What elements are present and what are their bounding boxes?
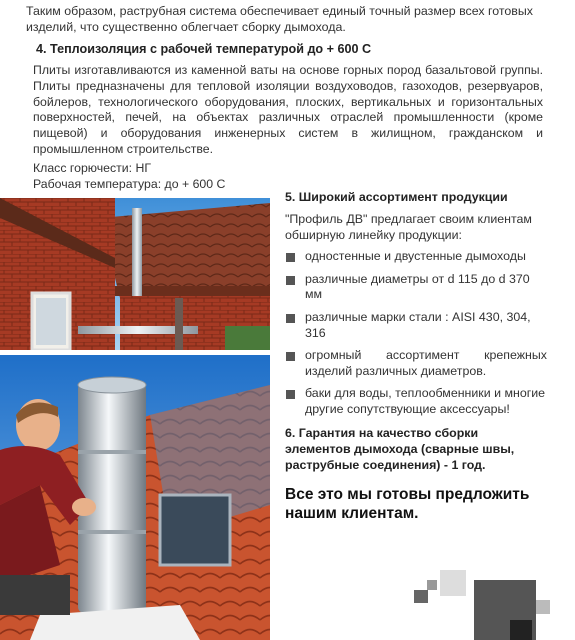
list-item: огромный ассортимент крепежных изделий различных диаметров. — [285, 348, 547, 379]
intro-text: Таким образом, раструбная система обеспечивает единый точный размер всех готовых изделий, что существенно облегчает сборку дымохода. — [26, 4, 533, 34]
list-item: одностенные и двустенные дымоходы — [285, 249, 547, 265]
bullet-square-icon — [286, 314, 295, 323]
worker-roof-photo — [0, 355, 270, 640]
worker-roof-illustration — [0, 355, 270, 640]
section-5-intro: "Профиль ДВ" предлагает своим клиентам обширную линейку продукции: — [285, 212, 532, 242]
section-5-column — [285, 190, 547, 523]
bullet-square-icon — [286, 352, 295, 361]
list-item: различные диаметры от d 115 до d 370 мм — [285, 272, 547, 303]
decorative-square — [536, 600, 550, 614]
flammability-class: Класс горючести: НГ — [33, 161, 152, 175]
decorative-square — [427, 580, 437, 590]
section-4-specs — [33, 161, 225, 192]
list-item: различные марки стали : AISI 430, 304, 316 — [285, 310, 547, 341]
chimney-house-illustration — [0, 198, 270, 350]
working-temperature: Рабочая температура: до + 600 С — [33, 176, 226, 191]
section-4-paragraph: Плиты изготавливаются из каменной ваты на основе горных пород базальтовой группы. Плиты предназначены для тепловой изоляции воздуховодов, газоходов, резервуаров, бойлеров, технологического оборудования, плоских, вертикальных и горизонтальных поверхностей, печей, на объектах различных отраслей промышленности (кроме пищевой) и оборудования инженерных систем в жилищном, гражданском и промышленном строительстве. — [33, 63, 543, 156]
section-4-title: 4. Теплоизоляция с рабочей температурой до + 600 С — [36, 42, 372, 56]
bullet-square-icon — [286, 253, 295, 262]
list-item: баки для воды, теплообменники и многие другие сопутствующие аксессуары! — [285, 386, 547, 417]
bullet-square-icon — [286, 390, 295, 399]
section-5-title: 5. Широкий ассортимент продукции — [285, 190, 508, 204]
product-list — [285, 249, 547, 417]
decorative-square — [510, 620, 532, 640]
section-6-title: 6. Гарантия на качество сборки элементов дымохода (сварные швы, раструбные соединения) - 1 год. — [285, 425, 515, 472]
decorative-square — [414, 590, 428, 603]
bullet-square-icon — [286, 276, 295, 285]
decorative-square — [440, 570, 466, 596]
closing-statement: Все это мы готовы предложить нашим клиентам. — [285, 485, 530, 522]
chimney-house-photo — [0, 198, 270, 350]
